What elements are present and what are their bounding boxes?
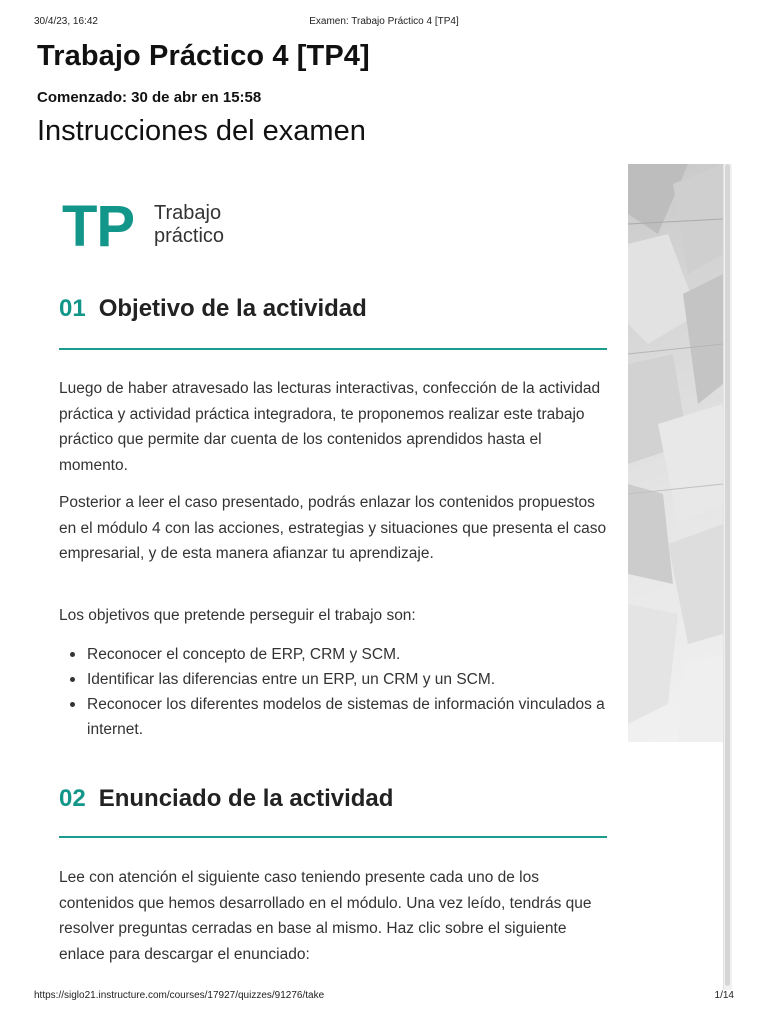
print-datetime: 30/4/23, 16:42 xyxy=(34,16,98,27)
started-timestamp: Comenzado: 30 de abr en 15:58 xyxy=(37,89,262,106)
print-page-title: Examen: Trabajo Práctico 4 [TP4] xyxy=(309,16,459,27)
list-item xyxy=(59,642,611,667)
paragraph: Los objetivos que pretende perseguir el trabajo son: xyxy=(59,607,416,624)
list-item xyxy=(59,667,611,692)
tp-logo-abbr: TP xyxy=(62,194,135,259)
bullet-icon xyxy=(70,652,75,657)
section-divider xyxy=(59,836,607,838)
section-number: 01 xyxy=(59,295,86,322)
print-footer xyxy=(34,990,734,1004)
list-item-text: Identificar las diferencias entre un ERP, un CRM y un SCM. xyxy=(87,671,496,688)
list-item xyxy=(59,692,611,742)
print-url: https://siglo21.instructure.com/courses/17927/quizzes/91276/take xyxy=(34,990,325,1001)
scrollbar-thumb[interactable] xyxy=(725,164,730,986)
list-item-text: Reconocer los diferentes modelos de sistemas de información vinculados a internet. xyxy=(87,696,605,738)
tp-logo-line1: Trabajo xyxy=(154,202,222,224)
objectives-list xyxy=(59,642,611,742)
paragraph: Posterior a leer el caso presentado, podrás enlazar los contenidos propuestos en el módulo 4 con las acciones, estrategias y situaciones que presenta el caso empresarial, y de esta manera afianzar tu aprendizaje. xyxy=(59,494,607,562)
section-heading-enunciado xyxy=(59,785,607,819)
abstract-shapes-graphic xyxy=(628,164,723,742)
paragraph: Lee con atención el siguiente caso teniendo presente cada uno de los contenidos que hemos desarrollado en el módulo. Una vez leído, tendrás que resolver preguntas cerradas en base al mismo. Haz clic sobre el siguiente enlace para descargar el enunciado: xyxy=(59,869,592,963)
section-title: Objetivo de la actividad xyxy=(98,295,367,322)
print-page-number: 1/14 xyxy=(714,990,734,1001)
section-number: 02 xyxy=(59,785,86,812)
bullet-icon xyxy=(70,677,75,682)
bullet-icon xyxy=(70,702,75,707)
instructions-heading: Instrucciones del examen xyxy=(37,115,366,147)
quiz-title: Trabajo Práctico 4 [TP4] xyxy=(37,40,370,72)
section-heading-objetivo xyxy=(59,295,607,329)
decorative-side-image xyxy=(628,164,723,742)
print-header xyxy=(34,16,734,30)
list-item-text: Reconocer el concepto de ERP, CRM y SCM. xyxy=(87,646,401,663)
section-divider xyxy=(59,348,607,350)
section-title: Enunciado de la actividad xyxy=(98,785,394,812)
tp-logo-text xyxy=(154,202,224,248)
paragraph: Luego de haber atravesado las lecturas interactivas, confección de la actividad práctica y actividad práctica integradora, te proponemos realizar este trabajo práctico que permite dar cuenta de los contenidos aprendidos hasta el momento. xyxy=(59,380,601,474)
scrollbar-track[interactable] xyxy=(723,164,732,990)
tp-logo-line2: práctico xyxy=(154,225,225,247)
